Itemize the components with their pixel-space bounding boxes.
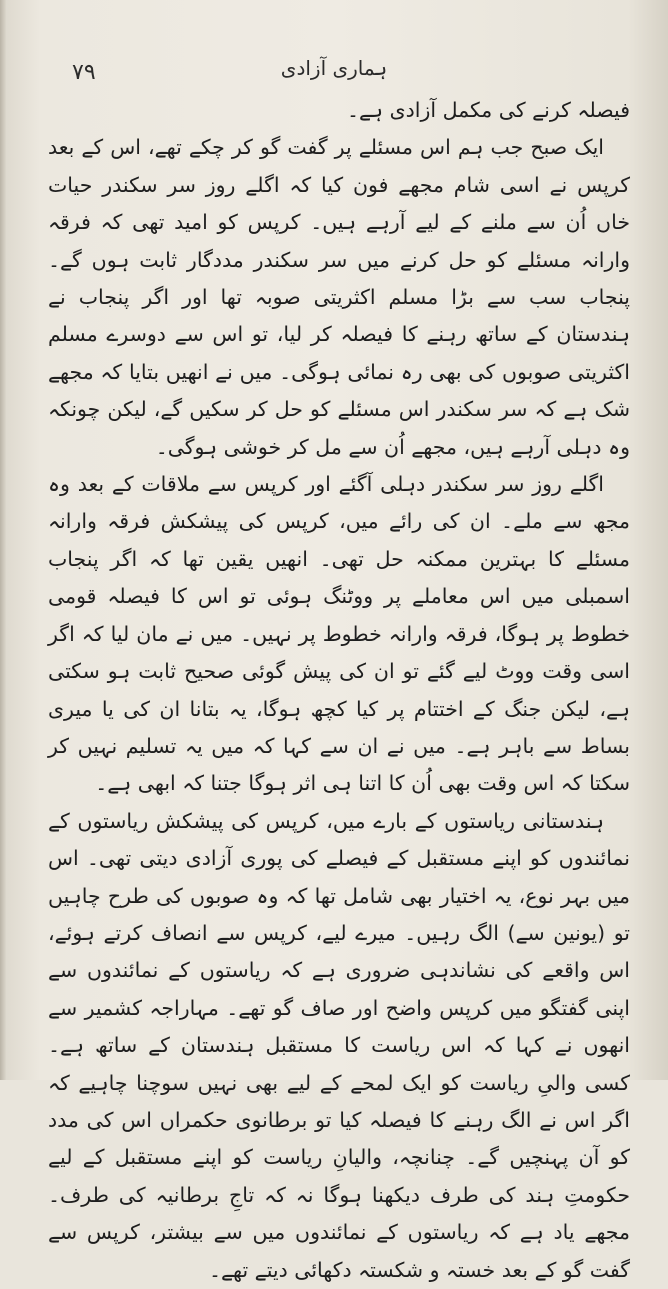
paragraph-3: اگلے روز سر سکندر دہلی آگئے اور کرپس سے ملاقات کے بعد وہ مجھ سے ملے۔ ان کی رائے میں، کرپس کی پیشکش فرقہ وارانہ مسئلے کا بہترین ممکنہ حل تھی۔ انھیں یقین تھا کہ اگر پنجاب اسمبلی میں اس معاملے پر ووٹنگ ہوئی تو اس کا فیصلہ قومی خطوط پر ہوگا، فرقہ وارانہ خطوط پر نہیں۔ میں نے مان لیا کہ اگر اسی وقت ووٹ لیے گئے تو ان کی پیش گوئی صحیح ثابت ہو سکتی ہے، لیکن جنگ کے اختتام پر کیا کچھ ہوگا، یہ بتانا ان کی یا میری بساط سے باہر ہے۔ میں نے ان سے کہا کہ میں یہ تسلیم نہیں کر سکتا کہ اس وقت بھی اُن کا اتنا ہی اثر ہوگا جتنا کہ ابھی ہے۔	[48, 472, 630, 796]
page-header	[60, 56, 608, 86]
body-text	[48, 92, 630, 1289]
running-title: ہماری آزادی	[280, 56, 388, 80]
page-edge-shadow	[0, 0, 6, 1080]
page-number: ۷۹	[72, 60, 96, 85]
paragraph-2: ایک صبح جب ہم اس مسئلے پر گفت گو کر چکے تھے، اس کے بعد کرپس نے اسی شام مجھے فون کیا کہ اگلے روز سر سکندر حیات خاں اُن سے ملنے کے لیے آرہے ہیں۔ کرپس کو امید تھی کہ فرقہ وارانہ مسئلے کو حل کرنے میں سر سکندر مددگار ثابت ہوں گے۔ پنجاب سب سے بڑا مسلم اکثریتی صوبہ تھا اور اگر پنجاب نے ہندستان کے ساتھ رہنے کا فیصلہ کر لیا، تو اس سے دوسرے مسلم اکثریتی صوبوں کی بھی رہ نمائی ہوگی۔ میں نے انھیں بتایا کہ مجھے شک ہے کہ سر سکندر اس مسئلے کو حل کر سکیں گے، لیکن چونکہ وہ دہلی آرہے ہیں، مجھے اُن سے مل کر خوشی ہوگی۔	[48, 135, 630, 459]
paragraph-4: ہندستانی ریاستوں کے بارے میں، کرپس کی پیشکش ریاستوں کے نمائندوں کو اپنے مستقبل کے فیصلے کی پوری آزادی دیتی تھی۔ اس میں بہر نوع، یہ اختیار بھی شامل تھا کہ وہ صوبوں کی طرح چاہیں تو (یونین سے) الگ رہیں۔ میرے لیے، کرپس سے انصاف کرتے ہوئے، اس واقعے کی نشاندہی ضروری ہے کہ ریاستوں کے نمائندوں سے اپنی گفتگو میں کرپس واضح اور صاف گو تھے۔ مہاراجہ کشمیر سے انھوں نے کہا کہ اس ریاست کا مستقبل ہندستان کے ساتھ ہے۔ کسی والیِ ریاست کو ایک لمحے کے لیے بھی نہیں سوچنا چاہیے کہ اگر اس نے الگ رہنے کا فیصلہ کیا تو برطانوی حکمراں اس کی مدد کو آن پہنچیں گے۔ چنانچہ، والیانِ ریاست کو اپنے مستقبل کے لیے حکومتِ ہند کی طرف دیکھنا ہوگا نہ کہ تاجِ برطانیہ کی طرف۔ مجھے یاد ہے کہ ریاستوں کے نمائندوں میں سے بیشتر، کرپس سے گفت گو کے بعد خستہ و شکستہ دکھائی دیتے تھے۔	[48, 808, 630, 1282]
paragraph-1: فیصلہ کرنے کی مکمل آزادی ہے۔	[347, 98, 630, 122]
